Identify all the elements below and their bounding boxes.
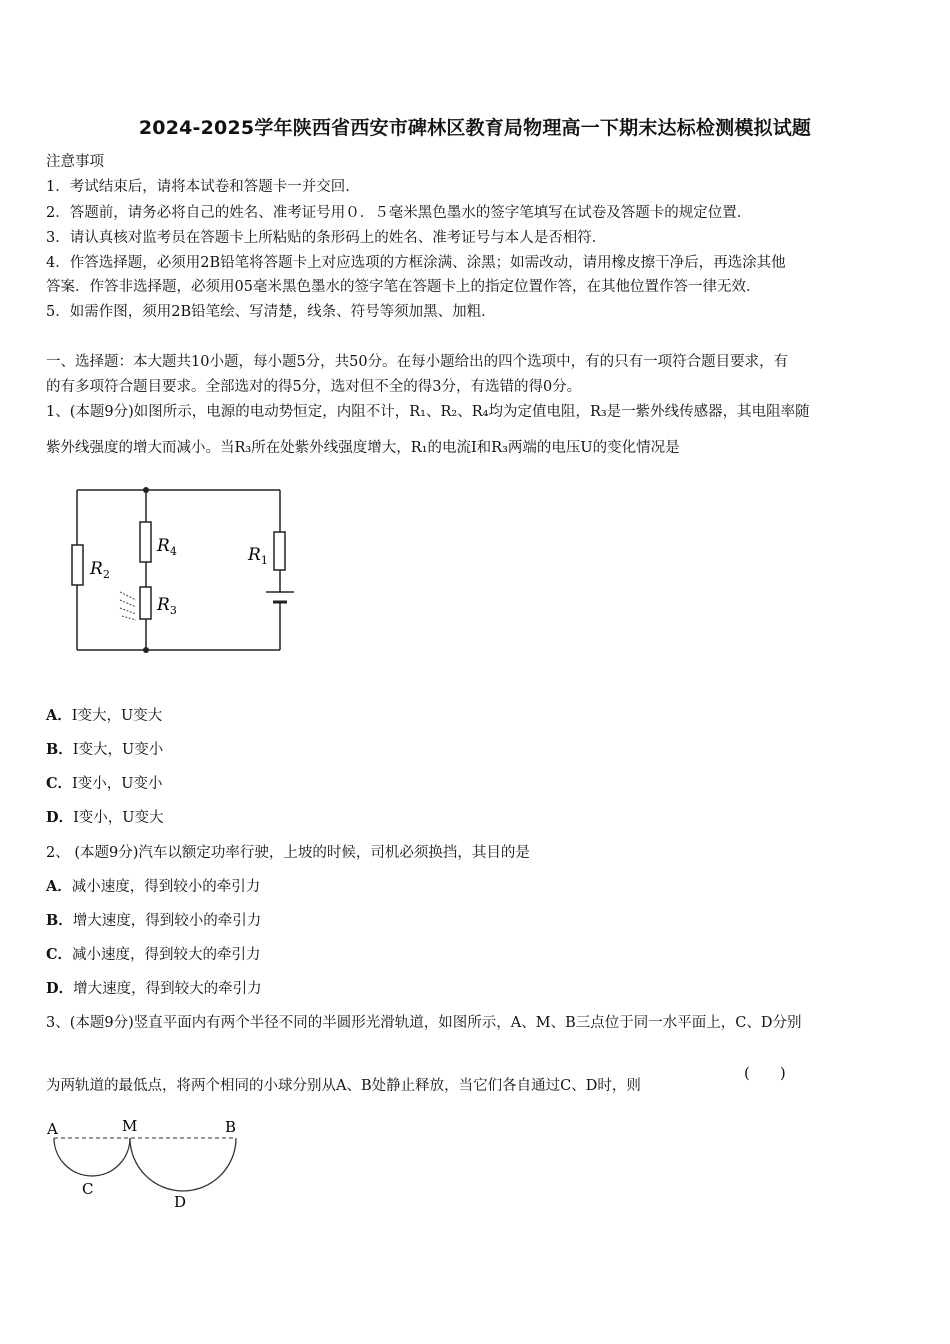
label-b: B [225, 1118, 237, 1136]
resistor-r3 [140, 587, 151, 619]
resistor-r4 [140, 522, 151, 562]
notice-item-4: 4．作答选择题，必须用2B铅笔将答题卡上对应选项的方框涂满、涂黑；如需改动，请用橡皮擦干净后，再选涂其他 [46, 255, 786, 271]
section-header-line1: 一、选择题：本大题共10小题，每小题5分，共50分。在每小题给出的四个选项中，有的只有一项符合题目要求，有 [46, 354, 789, 370]
q3-stem-line1: 3、(本题9分)竖直平面内有两个半径不同的半圆形光滑轨道，如图所示，A、M、B三点位于同一水平面上，C、D分别 [46, 1015, 802, 1031]
resistor-r1 [274, 532, 285, 570]
junction-top [143, 487, 149, 493]
q2-option-d: D．增大速度，得到较大的牵引力 [46, 980, 262, 997]
uv-light-icon [120, 592, 136, 620]
q2-option-a: A．减小速度，得到较小的牵引力 [46, 878, 261, 895]
q1-option-d: D．I变小，U变大 [46, 809, 164, 826]
q1-stem-line1: 1、(本题9分)如图所示，电源的电动势恒定，内阻不计，R₁、R₂、R₄均为定值电阻，R₃是一紫外线传感器，其电阻率随 [46, 404, 810, 420]
notice-item-2: 2．答题前，请务必将自己的姓名、准考证号用０．５毫米黑色墨水的签字笔填写在试卷及答题卡的规定位置． [46, 205, 752, 221]
page-title: 2024-2025学年陕西省西安市碑林区教育局物理高一下期末达标检测模拟试题 [138, 117, 812, 139]
q1-option-b: B．I变大，U变小 [46, 741, 164, 758]
answer-paren: ( ) [744, 1064, 786, 1082]
notice-item-5: 5．如需作图，须用2B铅笔绘、写清楚，线条、符号等须加黑、加粗． [46, 304, 496, 320]
label-a: A [47, 1120, 58, 1138]
label-m: M [122, 1117, 138, 1135]
label-r3: $R_3$ [157, 595, 177, 617]
battery-icon [266, 592, 294, 602]
q3-stem-line2: 为两轨道的最低点，将两个相同的小球分别从A、B处静止释放，当它们各自通过C、D时，则 [46, 1078, 641, 1094]
label-c: C [82, 1180, 94, 1198]
label-r1: $R_1$ [248, 545, 268, 567]
q1-stem-line2: 紫外线强度的增大而减小。当R₃所在处紫外线强度增大，R₁的电流I和R₃两端的电压U的变化情况是 [46, 440, 680, 456]
small-semicircle-track [54, 1138, 130, 1176]
q2-option-c: C．减小速度，得到较大的牵引力 [46, 946, 261, 963]
label-d: D [174, 1193, 187, 1211]
notice-item-4-cont: 答案．作答非选择题，必须用05毫米黑色墨水的签字笔在答题卡上的指定位置作答，在其他位置作答一律无效． [46, 279, 761, 295]
notice-item-1: 1．考试结束后，请将本试卷和答题卡一并交回． [46, 179, 360, 195]
track-diagram [40, 1112, 260, 1222]
q2-stem: 2、 (本题9分)汽车以额定功率行驶，上坡的时候，司机必须换挡，其目的是 [46, 845, 530, 861]
resistor-r2 [72, 545, 83, 585]
label-r2: $R_2$ [90, 559, 110, 581]
label-r4: $R_4$ [157, 536, 177, 558]
q1-option-a: A．I变大，U变大 [46, 707, 163, 724]
large-semicircle-track [130, 1138, 236, 1191]
circuit-diagram [60, 480, 310, 660]
section-header-line2: 的有多项符合题目要求。全部选对的得5分，选对但不全的得3分，有选错的得0分。 [46, 379, 582, 395]
notice-item-3: 3．请认真核对监考员在答题卡上所粘贴的条形码上的姓名、准考证号与本人是否相符． [46, 230, 607, 246]
q1-option-c: C．I变小，U变小 [46, 775, 163, 792]
junction-bottom [143, 647, 149, 653]
notice-heading: 注意事项 [46, 154, 104, 170]
q2-option-b: B．增大速度，得到较小的牵引力 [46, 912, 262, 929]
